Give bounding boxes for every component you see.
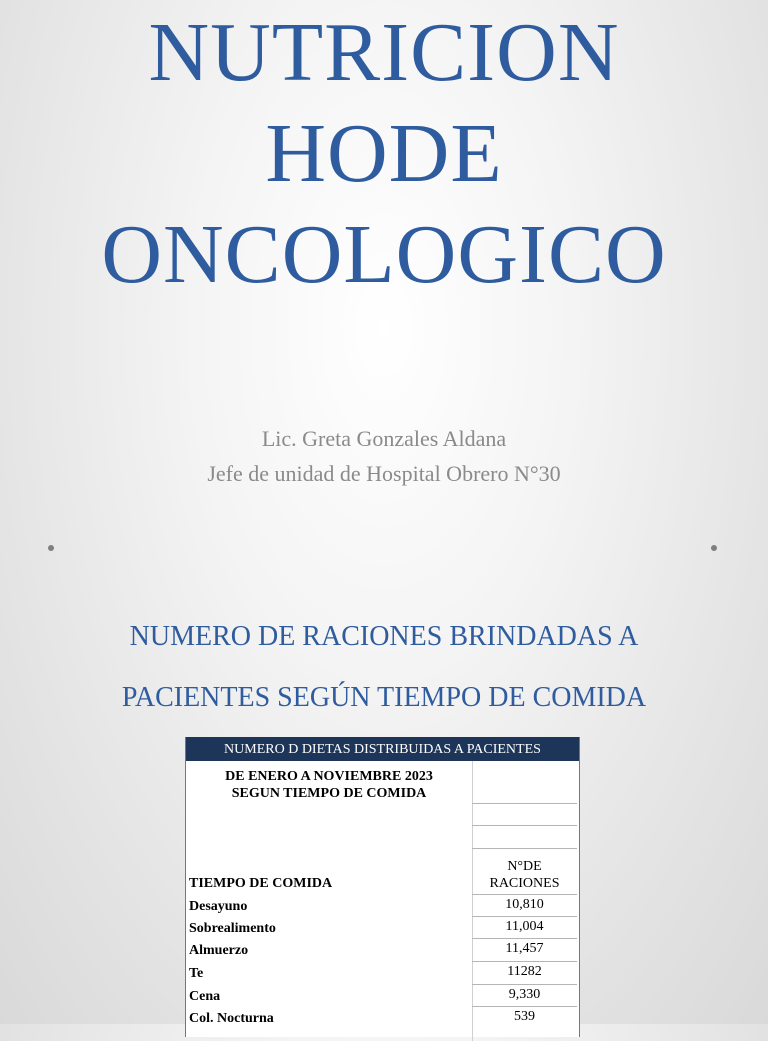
decorative-dot-right (711, 545, 717, 551)
table-row (186, 961, 579, 983)
value-header-line-1: N°DE (507, 859, 542, 874)
row-value: 11,004 (472, 916, 577, 938)
row-label: Te (189, 966, 204, 981)
slide-title (0, 2, 768, 305)
row-label: Col. Nocturna (189, 1011, 274, 1026)
title-line-3: ONCOLOGICO (101, 208, 667, 301)
table-row (186, 1006, 579, 1028)
title-line-1: NUTRICION (148, 6, 620, 99)
row-label: Almuerzo (189, 943, 249, 958)
rations-table (185, 737, 580, 1037)
table-row (186, 938, 579, 960)
value-column-header (472, 858, 577, 892)
heading-line-1: NUMERO DE RACIONES BRINDADAS A (129, 621, 639, 652)
row-label: Sobrealimento (189, 921, 276, 936)
decorative-dot-left (48, 545, 54, 551)
author-name: Lic. Greta Gonzales Aldana (261, 426, 507, 451)
table-row (186, 916, 579, 938)
row-value: 9,330 (472, 984, 577, 1006)
row-value: 11,457 (472, 938, 577, 960)
title-line-2: HODE (265, 107, 503, 200)
empty-cell-line (472, 803, 577, 804)
row-value: 539 (472, 1006, 577, 1028)
empty-cell-line (472, 825, 577, 826)
row-value: 11282 (472, 961, 577, 983)
table-row (186, 984, 579, 1006)
empty-cell-line (472, 848, 577, 849)
value-header-line-2: RACIONES (489, 876, 560, 891)
row-label: Desayuno (189, 899, 248, 914)
row-label: Cena (189, 989, 221, 1004)
table-subtitle-1: DE ENERO A NOVIEMBRE 2023 (225, 769, 433, 784)
table-row (186, 894, 579, 916)
heading-line-2: PACIENTES SEGÚN TIEMPO DE COMIDA (121, 682, 647, 713)
row-value: 10,810 (472, 894, 577, 916)
table-header: NUMERO D DIETAS DISTRIBUIDAS A PACIENTES (186, 737, 579, 761)
label-column-header: TIEMPO DE COMIDA (189, 876, 333, 891)
table-subtitle-2: SEGUN TIEMPO DE COMIDA (231, 786, 427, 801)
section-heading (0, 606, 768, 728)
author-role: Jefe de unidad de Hospital Obrero N°30 (207, 461, 561, 486)
author-block (0, 421, 768, 491)
